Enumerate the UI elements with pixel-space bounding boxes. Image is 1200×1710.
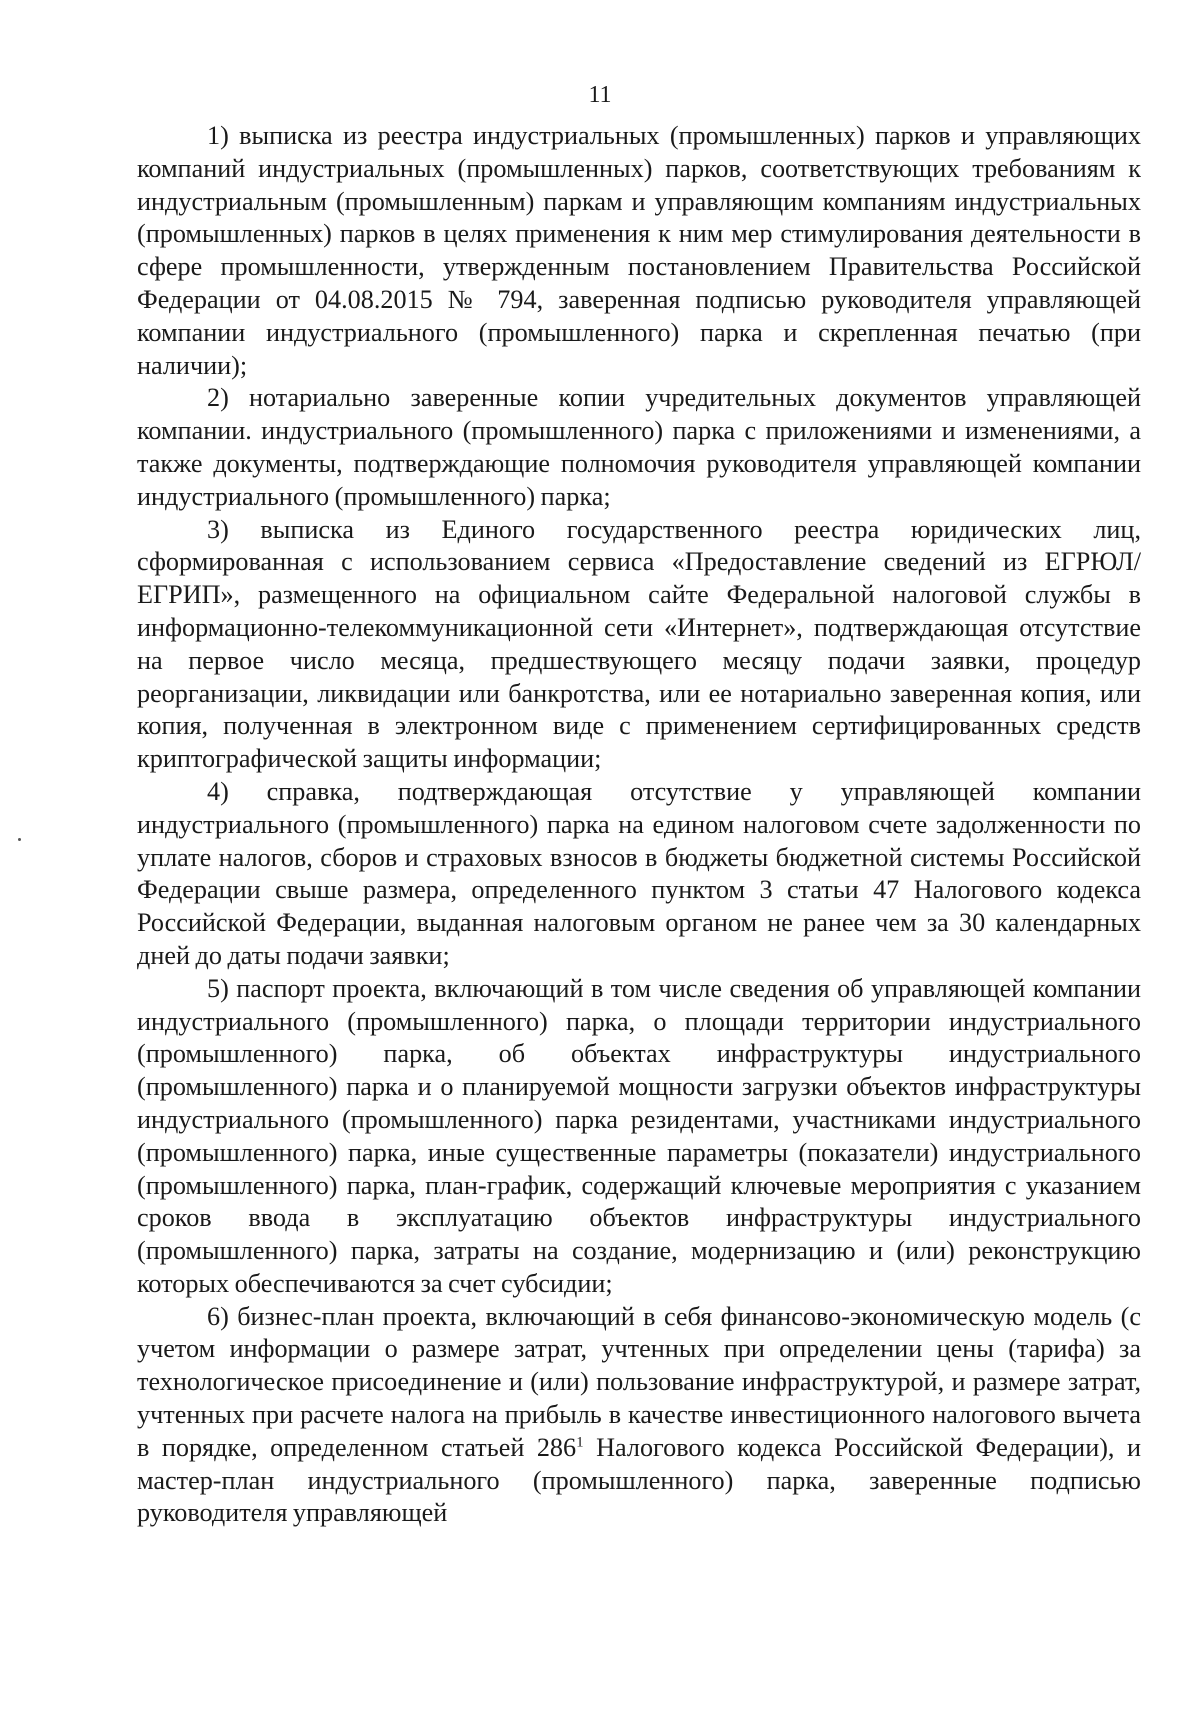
document-body: [137, 120, 1141, 1530]
paragraph-6-text-end: Налогового кодекса Российской Федерации), и мастер-план индустриального (промышленного) парка, заверенные подписью руководителя управляющей: [137, 1432, 1141, 1528]
scan-speck: [18, 838, 21, 841]
paragraph-item-5: 5) паспорт проекта, включающий в том числе сведения об управляющей компании индустриального (промышленного) парка, о площади территории индустриального (промышленного) парка, об объектах инфраструктуры индустриального (промышленного) парка и о планируемой мощности загрузки объектов инфраструктуры индустриального (промышленного) парка резидентами, участниками индустриального (промышленного) парка, иные существенные параметры (показатели) индустриального (промышленного) парка, план-график, содержащий ключевые мероприятия с указанием сроков ввода в эксплуатацию объектов инфраструктуры индустриального (промышленного) парка, затраты на создание, модернизацию и (или) реконструкцию которых обеспечиваются за счет субсидии;: [137, 973, 1141, 1298]
paragraph-item-6: [137, 1301, 1141, 1531]
paragraph-item-1: 1) выписка из реестра индустриальных (промышленных) парков и управляющих компаний индустриальных (промышленных) парков, соответствующих требованиям к индустриальным (промышленным) паркам и управляющим компаниям индустриальных (промышленных) парков в целях применения к ним мер стимулирования деятельности в сфере промышленности, утвержденным постановлением Правительства Российской Федерации от 04.08.2015 № 794, заверенная подписью руководителя управляющей компании индустриального (промышленного) парка и скрепленная печатью (при наличии);: [137, 121, 1141, 380]
paragraph-item-4: 4) справка, подтверждающая отсутствие у управляющей компании индустриального (промышленного) парка на едином налоговом счете задолженности по уплате налогов, сборов и страховых взносов в бюджеты бюджетной системы Российской Федерации свыше размера, определенного пунктом 3 статьи 47 Налогового кодекса Российской Федерации, выданная налоговым органом не ранее чем за 30 календарных дней до даты подачи заявки;: [137, 776, 1141, 970]
paragraph-item-2: 2) нотариально заверенные копии учредительных документов управляющей компании. индустриального (промышленного) парка с приложениями и изменениями, а также документы, подтверждающие полномочия руководителя управляющей компании индустриального (промышленного) парка;: [137, 383, 1141, 511]
article-superscript: 1: [576, 1434, 584, 1451]
paragraph-6-text-start: 6) бизнес-план проекта, включающий в себя финансово-экономическую модель (с учетом информации о размере затрат, учтенных при определении цены (тарифа) за технологическое присоединение и (или) пользование инфраструктурой, и размере затрат, учтенных при расчете налога на прибыль в качестве инвестиционного налогового вычета в порядке, определенном статьей 286: [137, 1301, 1141, 1462]
page-number: 11: [588, 82, 612, 108]
paragraph-item-3: 3) выписка из Единого государственного реестра юридических лиц, сформированная с использованием сервиса «Предоставление сведений из ЕГРЮЛ/ЕГРИП», размещенного на официальном сайте Федеральной налоговой службы в информационно-телекоммуникационной сети «Интернет», подтверждающая отсутствие на первое число месяца, предшествующего месяцу подачи заявки, процедур реорганизации, ликвидации или банкротства, или ее нотариально заверенная копия, или копия, полученная в электронном виде с применением сертифицированных средств криптографической защиты информации;: [137, 514, 1141, 774]
